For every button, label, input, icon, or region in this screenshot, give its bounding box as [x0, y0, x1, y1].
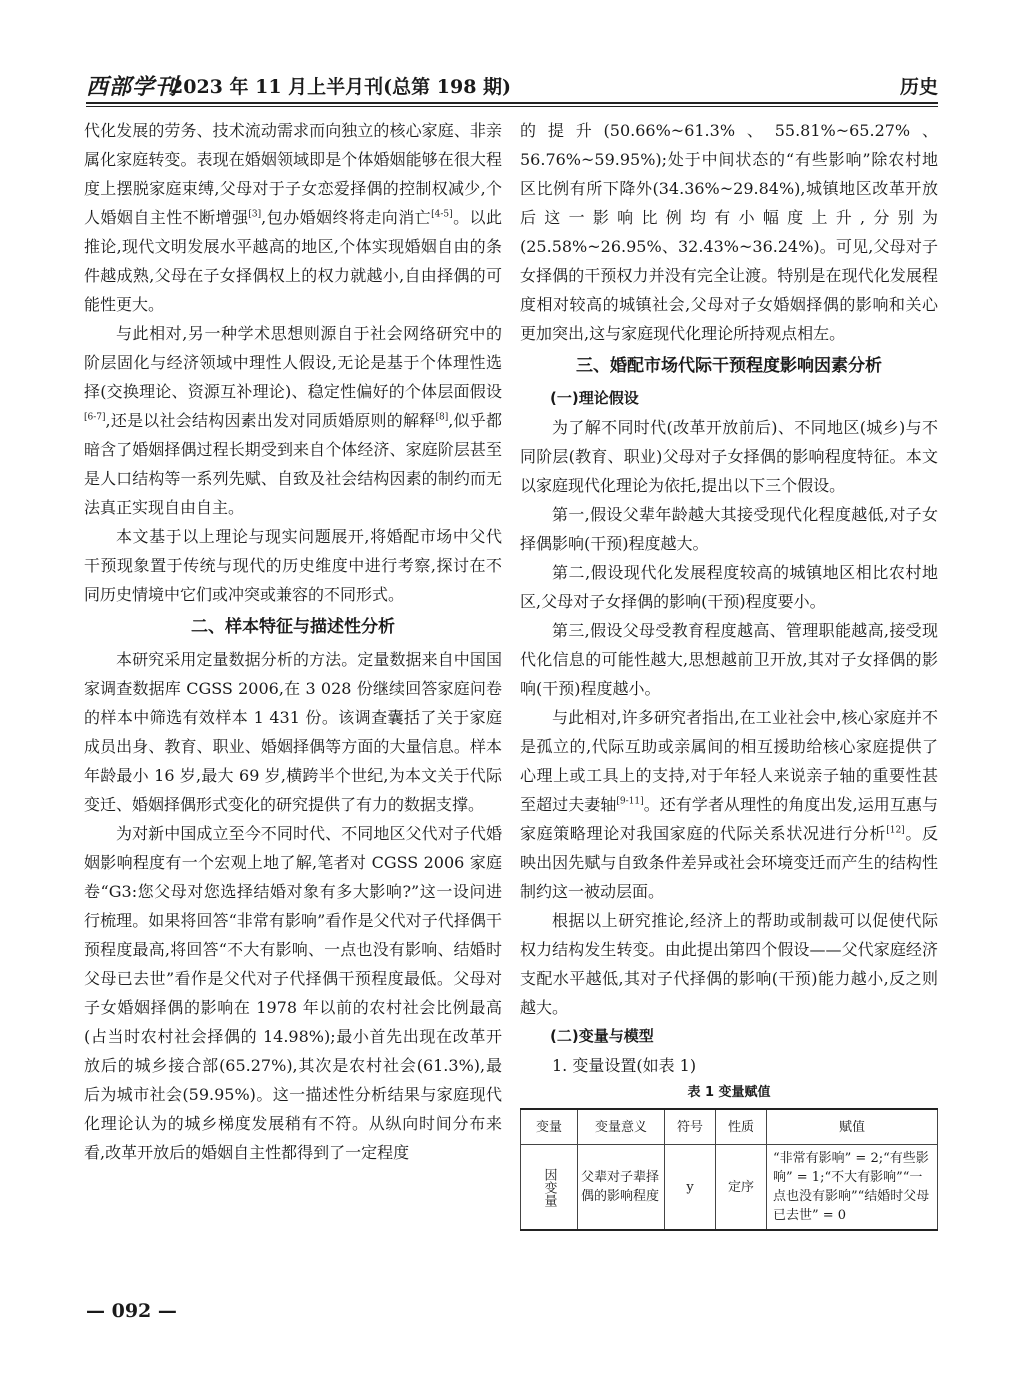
header-rule-thin: [86, 106, 938, 107]
table-cell-value: “非常有影响” = 2;“有些影响” = 1;“不大有影响”“一点也没有影响”“结婚时父母已去世” = 0: [767, 1145, 938, 1231]
table-cell-variable: 因变量: [521, 1145, 578, 1231]
paragraph: 本文基于以上理论与现实问题展开,将婚配市场中父代干预现象置于传统与现代的历史维度中进行考察,探讨在不同历史情境中它们或冲突或兼容的不同形式。: [84, 527, 502, 604]
table-cell-nature: 定序: [716, 1145, 767, 1231]
citation[interactable]: [12]: [886, 825, 905, 836]
page-number: — 092 —: [86, 1300, 177, 1322]
citation[interactable]: [4-5]: [431, 209, 453, 220]
right-column: [520, 116, 938, 1231]
paragraph: 根据以上研究推论,经济上的帮助或制裁可以促使代际权力结构发生转变。由此提出第四个假设——父代家庭经济支配水平越低,其对子代择偶的影响(干预)能力越小,反之则越大。: [520, 911, 938, 1017]
paragraph: 为对新中国成立至今不同时代、不同地区父代对子代婚姻影响程度有一个宏观上地了解,笔者对 CGSS 2006 家庭卷“G3:您父母对您选择结婚对象有多大影响?”这一设问进行梳理。如果将回答“非常有影响”看作是父代对子代择偶干预程度最高,将回答“不大有影响、一点也没有影响、结婚时父母已去世”看作是父代对子代择偶干预程度最低。父母对子女婚姻择偶的影响在 1978 年以前的农村社会比例最高(占当时农村社会择偶的 14.98%);最小首先出现在改革开放后的城乡接合部(65.27%),其次是农村社会(61.3%),最后为城市社会(59.95%)。这一描述性分析结果与家庭现代化理论认为的城乡梯度发展稍有不符。从纵向时间分布来看,改革开放后的婚姻自主性都得到了一定程度: [84, 824, 502, 1162]
journal-logo: 西部学刊: [86, 74, 179, 100]
paragraph: 代化发展的劳务、技术流动需求而向独立的核心家庭、非亲属化家庭转变。表现在婚姻领域即是个体婚姻能够在很大程度上摆脱家庭束缚,父母对于子女恋爱择偶的控制权减少,个人婚姻自主性不断增强[3],包办婚姻终将走向消亡[4-5]。以此推论,现代文明发展水平越高的地区,个体实现婚姻自由的条件越成熟,父母在子女择偶权上的权力就越小,自由择偶的可能性更大。: [84, 121, 502, 314]
section-heading: 三、婚配市场代际干预程度影响因素分析: [576, 356, 882, 376]
paragraph: 第一,假设父辈年龄越大其接受现代化程度越低,对子女择偶影响(干预)程度越大。: [520, 505, 938, 553]
paragraph: 1. 变量设置(如表 1): [552, 1056, 697, 1075]
citation[interactable]: [3]: [248, 209, 262, 220]
subsection-heading: (一)理论假设: [550, 389, 639, 407]
table-cell-meaning: 父辈对子辈择偶的影响程度: [578, 1145, 665, 1231]
variable-table: [520, 1108, 938, 1231]
citation[interactable]: [6-7]: [84, 412, 106, 423]
table-header: 符号: [665, 1109, 716, 1145]
paragraph: 为了解不同时代(改革开放前后)、不同地区(城乡)与不同阶层(教育、职业)父母对子女择偶的影响程度特征。本文以家庭现代化理论为依托,提出以下三个假设。: [520, 418, 938, 495]
section-heading: 二、样本特征与描述性分析: [191, 617, 395, 637]
paragraph: 第二,假设现代化发展程度较高的城镇地区相比农村地区,父母对子女择偶的影响(干预)程度要小。: [520, 563, 938, 611]
table-header: 赋值: [767, 1109, 938, 1145]
subsection-heading: (二)变量与模型: [550, 1027, 654, 1045]
paragraph: 第三,假设父母受教育程度越高、管理职能越高,接受现代化信息的可能性越大,思想越前卫开放,其对子女择偶的影响(干预)程度越小。: [520, 621, 938, 698]
paragraph: 本研究采用定量数据分析的方法。定量数据来自中国国家调查数据库 CGSS 2006,在 3 028 份继续回答家庭问卷的样本中筛选有效样本 1 431 份。该调查囊括了关于家庭成员出身、教育、职业、婚姻择偶等方面的大量信息。样本年龄最小 16 岁,最大 69 岁,横跨半个世纪,为本文关于代际变迁、婚姻择偶形式变化的研究提供了有力的数据支撑。: [84, 650, 502, 814]
table-caption: 表 1 变量赋值: [687, 1085, 771, 1100]
table-header: 变量: [521, 1109, 578, 1145]
citation[interactable]: [8]: [435, 412, 449, 423]
table-header-row: [521, 1109, 938, 1145]
paragraph: 与此相对,许多研究者指出,在工业社会中,核心家庭并不是孤立的,代际互助或亲属间的相互援助给核心家庭提供了心理上或工具上的支持,对于年轻人来说亲子轴的重要性甚至超过夫妻轴[9-11]。还有学者从理性的角度出发,运用互惠与家庭策略理论对我国家庭的代际关系状况进行分析[12]。反映出因先赋与自致条件差异或社会环境变迁而产生的结构性制约这一被动层面。: [520, 708, 938, 901]
section-label: 历史: [899, 76, 938, 98]
citation[interactable]: [9-11]: [616, 796, 644, 807]
header-rule: [86, 102, 938, 104]
issue-info: 2023 年 11 月上半月刊(总第 198 期): [170, 76, 512, 98]
table-header: 性质: [716, 1109, 767, 1145]
table-cell-symbol: y: [665, 1145, 716, 1231]
table-header: 变量意义: [578, 1109, 665, 1145]
paragraph: 的提升(50.66%~61.3%、55.81%~65.27%、56.76%~59.95%);处于中间状态的“有些影响”除农村地区比例有所下降外(34.36%~29.84%),城镇地区改革开放后这一影响比例均有小幅度上升,分别为(25.58%~26.95%、32.43%~36.24%)。可见,父母对子女择偶的干预权力并没有完全让渡。特别是在现代化发展程度相对较高的城镇社会,父母对子女婚姻择偶的影响和关心更加突出,这与家庭现代化理论所持观点相左。: [520, 121, 938, 343]
paragraph: 与此相对,另一种学术思想则源自于社会网络研究中的阶层固化与经济领域中理性人假设,无论是基于个体理性选择(交换理论、资源互补理论)、稳定性偏好的个体层面假设[6-7],还是以社会结构因素出发对同质婚原则的解释[8],似乎都暗含了婚姻择偶过程长期受到来自个体经济、家庭阶层甚至是人口结构等一系列先赋、自致及社会结构因素的制约而无法真正实现自由自主。: [84, 324, 502, 517]
left-column: [84, 116, 502, 1167]
table-row: [521, 1145, 938, 1231]
page-header: [86, 66, 938, 102]
